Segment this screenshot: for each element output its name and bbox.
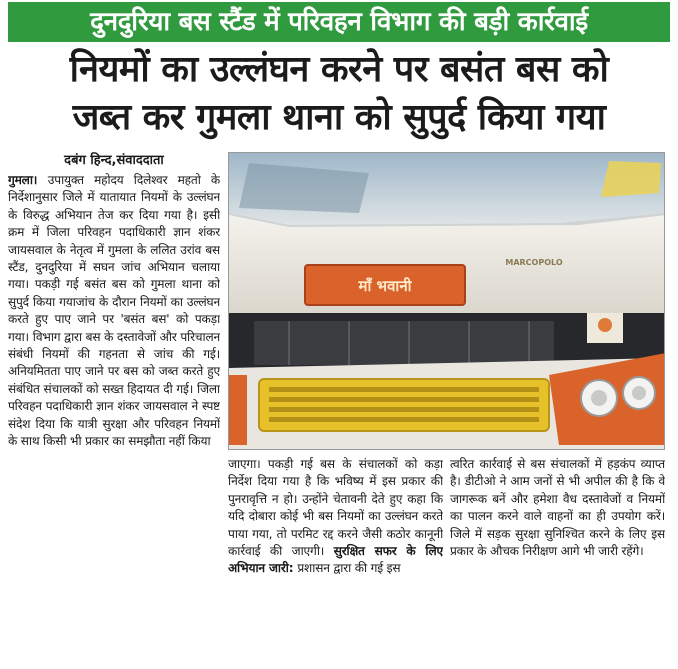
section-banner: दुनदुरिया बस स्टैंड में परिवहन विभाग की बड़ी कार्रवाई bbox=[8, 2, 670, 42]
article-text-1: उपायुक्त महोदय दिलेश्वर महतो के निर्देशानुसार जिले में यातायात नियमों के उल्लंघन के विरुद्ध अभियान तेज कर दिया गया है। इसी क्रम में जिला परिवहन पदाधिकारी ज्ञान शंकर जायसवाल के नेतृत्व में गुमला के ललित उरांव बस स्टैंड, दुनदुरिया में सघन जांच अभियान चलाया गया। पकड़ी गई बसंत बस को गुमला थाना को सुपुर्द किया गयाजांच के दौरान नियमों का उल्लंघन करते हुए पाए जाने पर 'बसंत बस' को पकड़ा गया। विभाग द्वारा बस के दस्तावेजों और परिचालन संबंधी नियमों की गहनता से जांच की गई। अनियमितता पाए जाने पर बस को जब्त करते हुए संबंधित संचालकों को सख्त हिदायत दी गई। जिला परिवहन पदाधिकारी ज्ञान शंकर जायसवाल ने स्पष्ट संदेश दिया कि यात्री सुरक्षा और परिवहन नियमों के साथ किसी भी प्रकार का समझौता नहीं किया bbox=[8, 173, 220, 449]
subheading: सुरक्षित सफर के लिए अभियान जारी: bbox=[228, 544, 443, 576]
byline: दबंग हिन्द,संवाददाता bbox=[64, 153, 164, 168]
grille bbox=[259, 379, 549, 431]
bus-front-illustration bbox=[229, 153, 665, 450]
article-column-3 bbox=[450, 456, 665, 669]
bus-photo bbox=[228, 152, 665, 450]
brand-badge: MARCOPOLO bbox=[505, 258, 563, 267]
dateline: गुमला। bbox=[8, 173, 48, 187]
article-column-1 bbox=[8, 172, 220, 669]
article-column-2 bbox=[228, 456, 443, 669]
headline-line-2: जब्त कर गुमला थाना को सुपुर्द किया गया bbox=[72, 97, 606, 138]
article-text-2-tail: प्रशासन द्वारा की गई इस bbox=[297, 561, 401, 576]
headline-line-1: नियमों का उल्लंघन करने पर बसंत बस को bbox=[69, 49, 609, 90]
article-text-2: जाएगा। पकड़ी गई बस के संचालकों को कड़ा निर्देश दिया गया है कि भविष्य में इस प्रकार की पुनरावृत्ति न हो। उन्होंने चेतावनी देते हुए कहा कि यदि दोबारा कोई भी बस नियमों का उल्लंघन करते पाया गया, तो परमिट रद्द करने जैसी कठोर कानूनी कार्रवाई की जाएगी। bbox=[228, 457, 443, 559]
article-text-3: त्वरित कार्रवाई से बस संचालकों में हड़कंप व्याप्त है। डीटीओ ने आम जनों से भी अपील की है कि वे जागरूक बनें और हमेशा वैध दस्तावेजों व नियमों का पालन करने वाले वाहनों का ही उपयोग करें। जिले में सड़क सुरक्षा सुनिश्चित करने के लिए इस प्रकार के औचक निरीक्षण आगे भी जारी रहेंगे। bbox=[450, 457, 665, 559]
nameplate-text: माँ भवानी bbox=[358, 277, 412, 295]
